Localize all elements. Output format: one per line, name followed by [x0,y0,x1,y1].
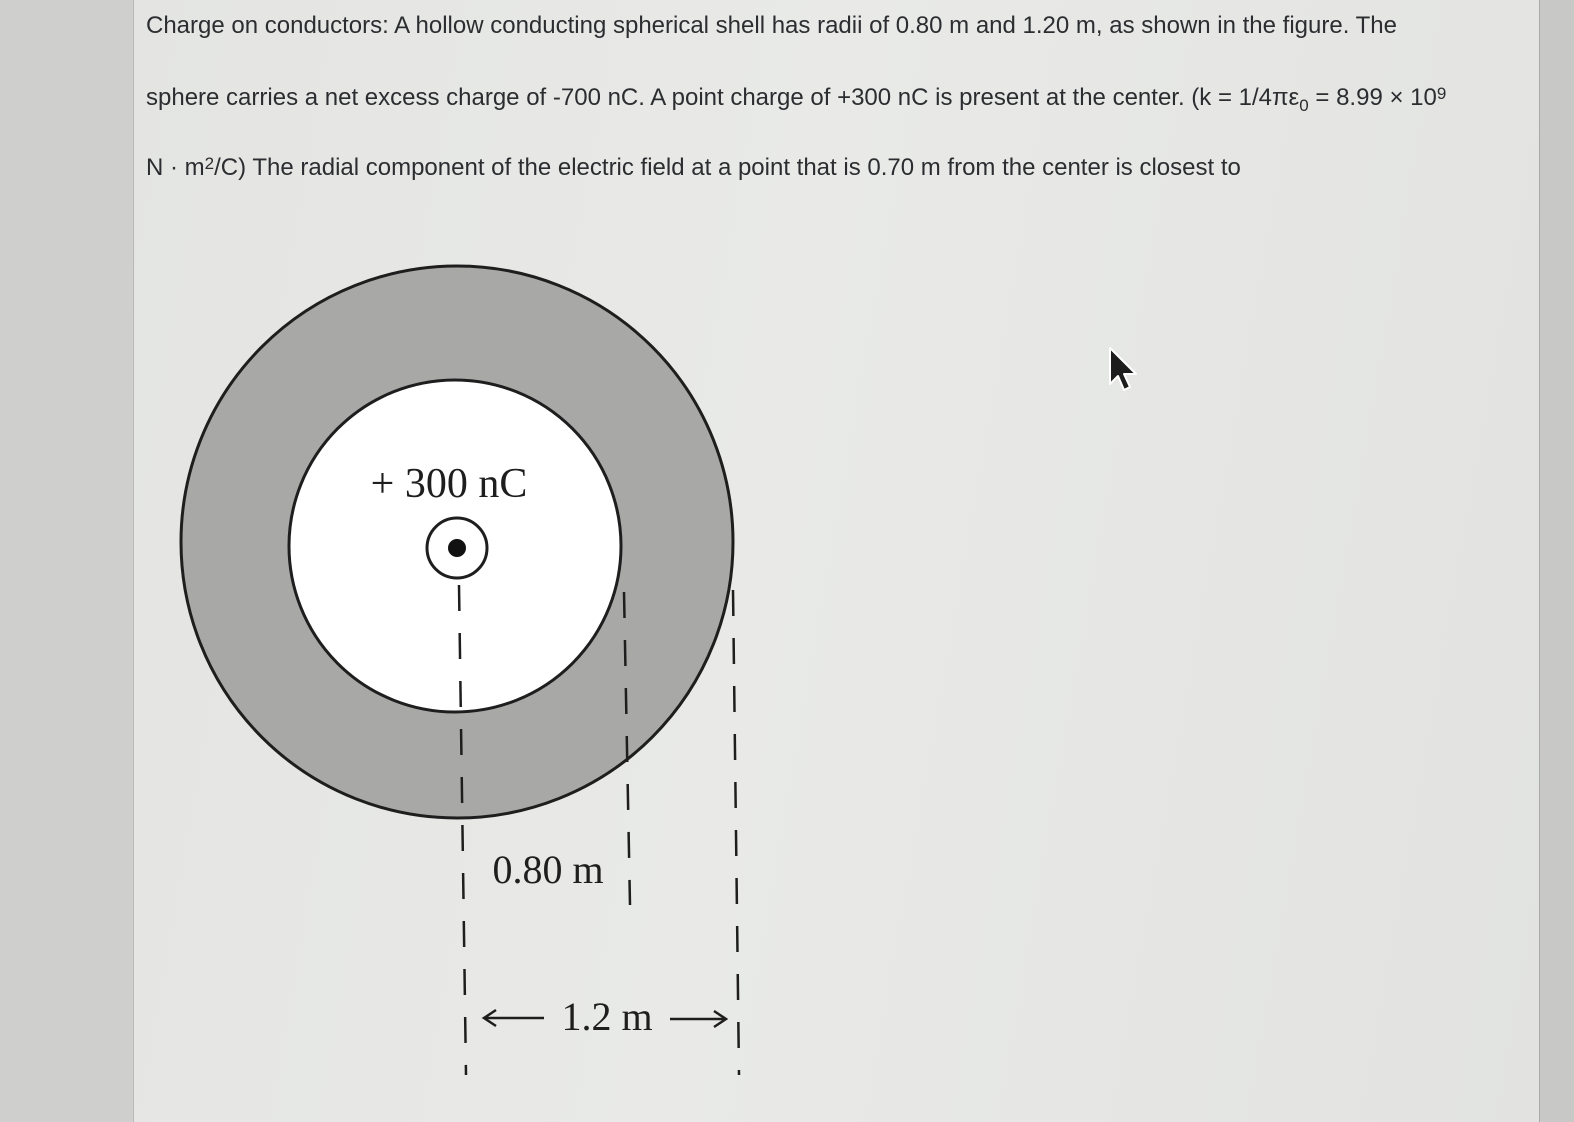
question-line-1: Charge on conductors: A hollow conducting spherical shell has radii of 0.80 m and 1.20 m, as shown in the figure. The [146,12,1397,39]
outer-radius-dashed-line [733,590,739,1075]
left-dimension-arrow [484,1010,544,1026]
right-dimension-arrow [670,1011,726,1027]
charge-label: + 300 nC [370,461,528,507]
units-superscript: 2 [204,154,215,173]
inner-radius-label: 0.80 m [492,847,604,892]
outer-radius-label: 1.2 m [561,994,653,1039]
question-line-3-units: N · m [146,154,205,181]
question-line-3-main: /C) The radial component of the electric field at a point that is 0.70 m from the center is closest to [214,154,1241,181]
exponent-superscript: 9 [1436,84,1447,103]
question-line-2-tail: = 8.99 × 10 [1308,84,1437,111]
point-charge-icon [427,518,487,578]
epsilon-subscript: 0 [1299,95,1309,115]
mouse-pointer-icon [1106,346,1142,396]
question-line-2-main: sphere carries a net excess charge of -700 nC. A point charge of +300 nC is present at the center. (k = 1/4πε [146,84,1300,111]
